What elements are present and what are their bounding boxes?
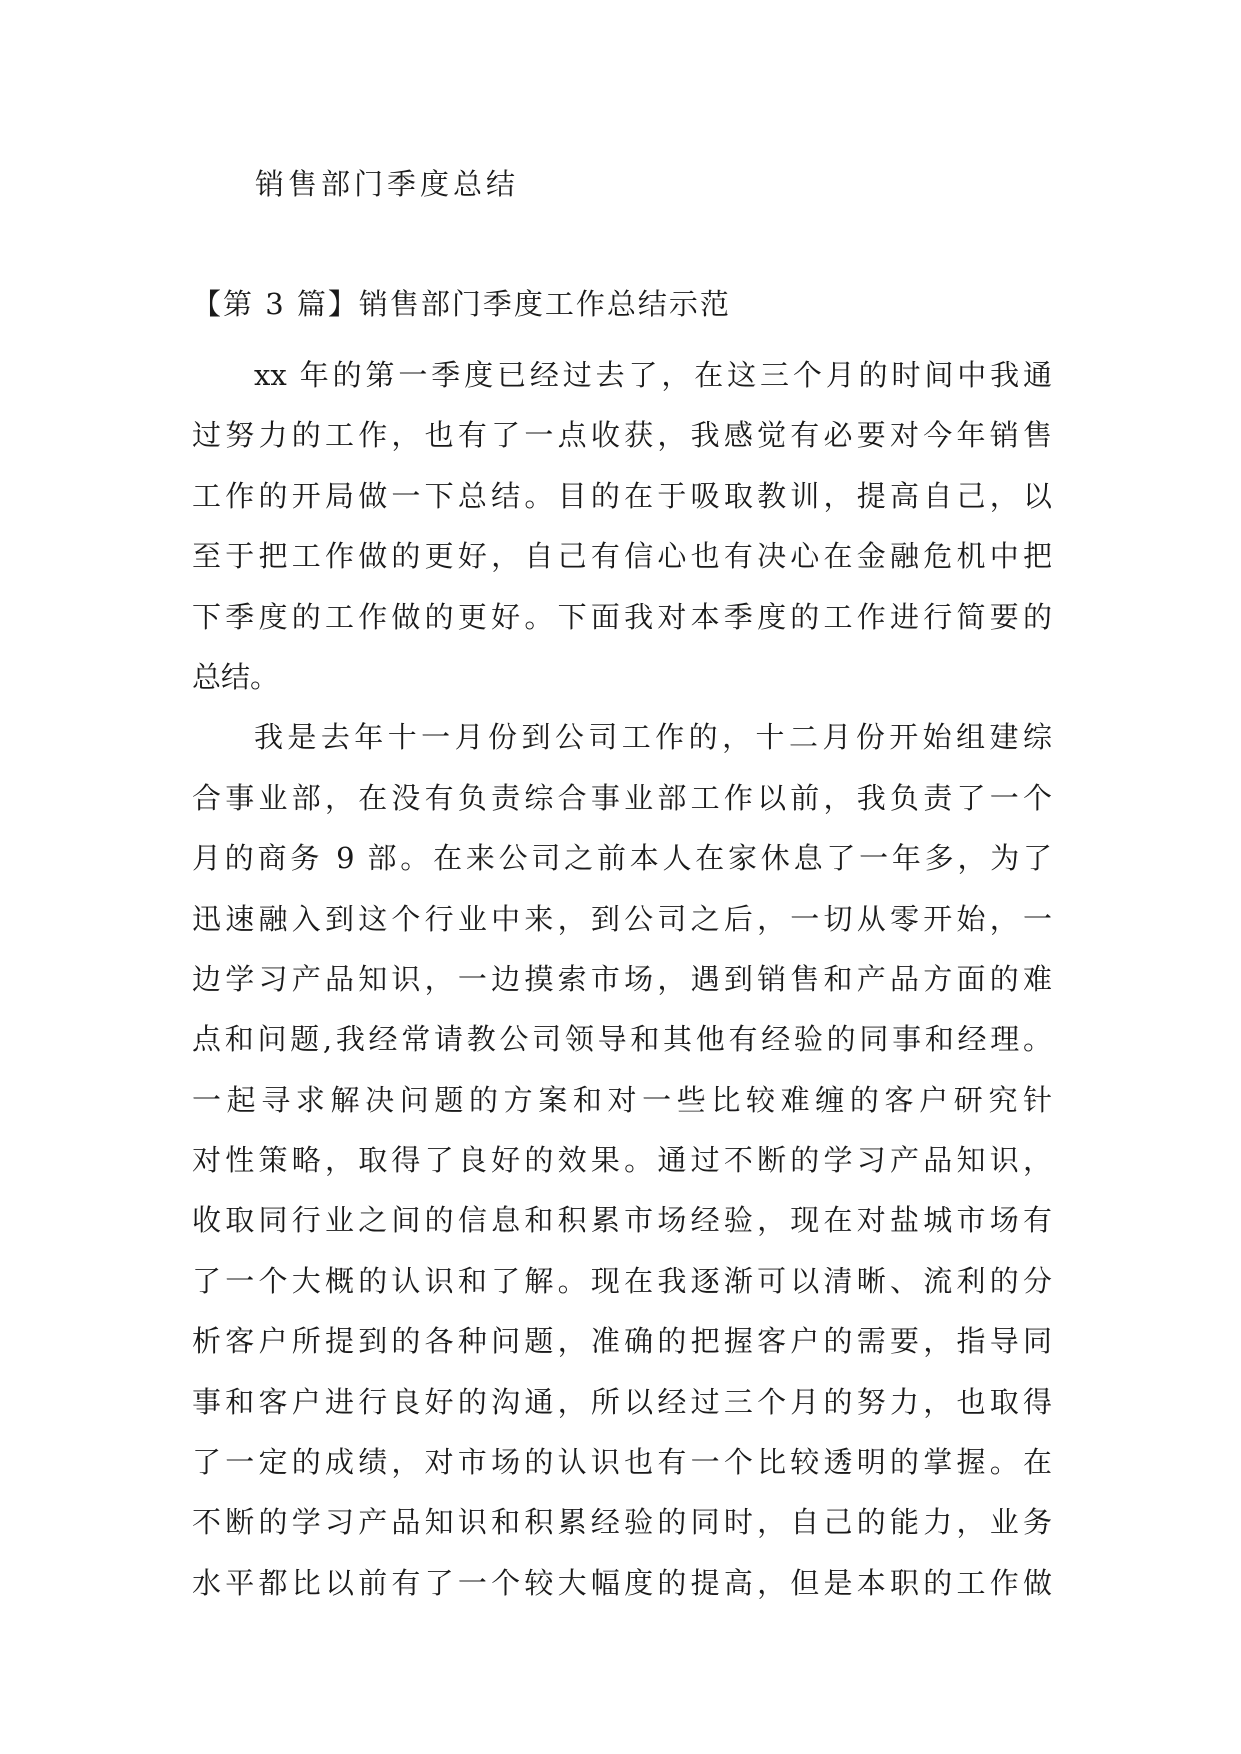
body-line: 不断的学习产品知识和积累经验的同时，自己的能力，业务 xyxy=(192,1505,1052,1540)
body-line: 事和客户进行良好的沟通，所以经过三个月的努力，也取得 xyxy=(192,1384,1052,1419)
body-line: 点和问题,我经常请教公司领导和其他有经验的同事和经理。 xyxy=(192,1022,1052,1057)
body-line: 至于把工作做的更好，自己有信心也有决心在金融危机中把 xyxy=(192,539,1052,574)
body-line: 月的商务 9 部。在来公司之前本人在家休息了一年多，为了 xyxy=(192,841,1052,876)
body-line: 合事业部，在没有负责综合事业部工作以前，我负责了一个 xyxy=(192,780,1052,815)
body-line: 我是去年十一月份到公司工作的，十二月份开始组建综 xyxy=(254,720,1052,755)
body-line: 析客户所提到的各种问题，准确的把握客户的需要，指导同 xyxy=(192,1324,1052,1359)
body-line: 迅速融入到这个行业中来，到公司之后，一切从零开始，一 xyxy=(192,901,1052,936)
body-line: 一起寻求解决问题的方案和对一些比较难缠的客户研究针 xyxy=(192,1082,1052,1117)
body-line: 收取同行业之间的信息和积累市场经验，现在对盐城市场有 xyxy=(192,1203,1052,1238)
body-line: 水平都比以前有了一个较大幅度的提高，但是本职的工作做 xyxy=(192,1565,1052,1600)
body-text xyxy=(192,345,1052,1613)
page-header-title: 销售部门季度总结 xyxy=(255,167,520,201)
article-heading: 【第 3 篇】销售部门季度工作总结示范 xyxy=(192,287,731,321)
body-line: 工作的开局做一下总结。目的在于吸取教训，提高自己，以 xyxy=(192,478,1052,513)
body-line: 总结。 xyxy=(192,659,280,694)
body-line: 了一个大概的认识和了解。现在我逐渐可以清晰、流利的分 xyxy=(192,1263,1052,1298)
body-line: 下季度的工作做的更好。下面我对本季度的工作进行简要的 xyxy=(192,599,1052,634)
body-line: 了一定的成绩，对市场的认识也有一个比较透明的掌握。在 xyxy=(192,1445,1052,1480)
body-line: 对性策略，取得了良好的效果。通过不断的学习产品知识， xyxy=(192,1143,1052,1178)
body-line: xx 年的第一季度已经过去了，在这三个月的时间中我通 xyxy=(254,358,1052,392)
body-line: 边学习产品知识，一边摸索市场，遇到销售和产品方面的难 xyxy=(192,961,1052,996)
body-line: 过努力的工作，也有了一点收获，我感觉有必要对今年销售 xyxy=(192,418,1052,453)
